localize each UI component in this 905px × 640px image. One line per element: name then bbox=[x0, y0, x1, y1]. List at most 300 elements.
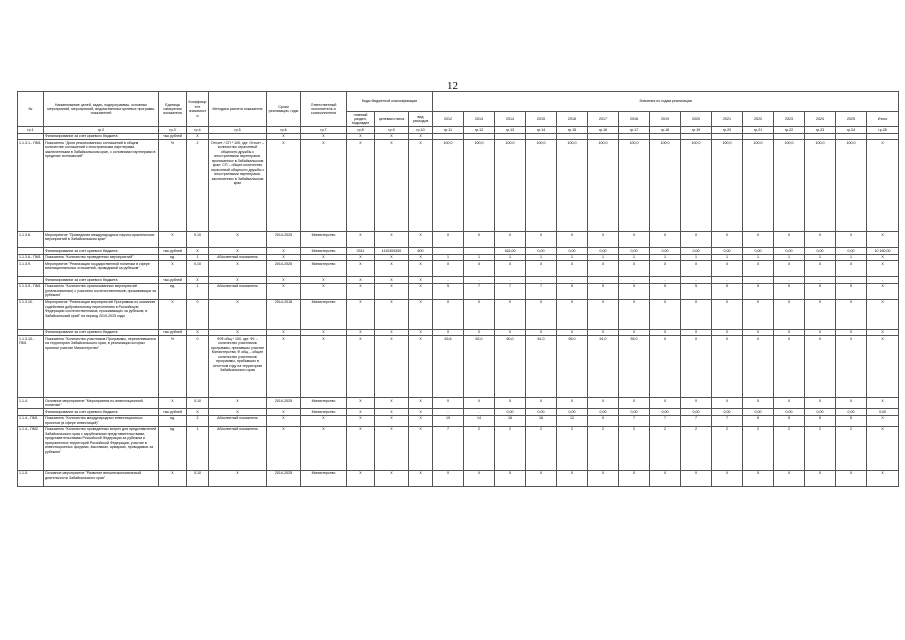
table-cell: 12 bbox=[557, 415, 588, 426]
column-number-cell: гр.23 bbox=[805, 127, 836, 133]
table-cell: Х bbox=[774, 299, 805, 329]
table-cell: 1 bbox=[650, 254, 681, 260]
table-cell: Х bbox=[433, 299, 464, 329]
row-number-cell: 1.1.3.9.- ПМ1 bbox=[18, 283, 44, 299]
row-number-cell: 1.1.4.- ПМ2 bbox=[18, 426, 44, 470]
table-cell: Х bbox=[375, 140, 409, 232]
table-cell: Х bbox=[187, 409, 209, 415]
table-cell: Х bbox=[774, 398, 805, 409]
table-cell: Х bbox=[743, 261, 774, 277]
table-cell: Х bbox=[347, 398, 375, 409]
table-cell: 1 bbox=[774, 254, 805, 260]
table-cell: - bbox=[805, 277, 836, 283]
column-number-cell: гр.11 bbox=[433, 127, 464, 133]
table-cell: 5 bbox=[433, 283, 464, 299]
table-cell: 2 bbox=[464, 426, 495, 470]
table-cell: Х bbox=[433, 470, 464, 486]
table-cell: 1 bbox=[187, 283, 209, 299]
table-cell: Х bbox=[209, 409, 267, 415]
table-cell: 7 bbox=[681, 415, 712, 426]
table-cell: - bbox=[464, 409, 495, 415]
table-cell: Х bbox=[712, 299, 743, 329]
table-cell: Х bbox=[650, 470, 681, 486]
table-cell: 7 bbox=[619, 415, 650, 426]
table-cell: Министерство bbox=[301, 398, 347, 409]
table-cell: ед. bbox=[159, 283, 187, 299]
table-cell: Х bbox=[433, 398, 464, 409]
table-cell: 1 bbox=[187, 254, 209, 260]
table-cell: Х bbox=[409, 232, 433, 248]
table-cell: Министерство bbox=[301, 299, 347, 329]
table-cell: Х bbox=[681, 261, 712, 277]
table-cell: Х bbox=[836, 299, 867, 329]
table-cell: Х bbox=[495, 261, 526, 277]
table-cell: 61,0 bbox=[526, 336, 557, 398]
table-cell: Х bbox=[867, 299, 899, 329]
table-cell: 0,00 bbox=[650, 248, 681, 254]
table-row bbox=[18, 336, 899, 398]
col-year-header: 2014 bbox=[495, 112, 526, 127]
table-cell: Х bbox=[375, 254, 409, 260]
column-number-cell: гр.8 bbox=[347, 127, 375, 133]
table-cell: Х bbox=[347, 140, 375, 232]
table-cell: Х bbox=[464, 329, 495, 335]
table-cell: Х bbox=[301, 277, 347, 283]
table-cell: Х bbox=[526, 261, 557, 277]
table-cell: 7 bbox=[464, 283, 495, 299]
table-cell: Х bbox=[267, 254, 301, 260]
column-number-cell: гр.20 bbox=[712, 127, 743, 133]
table-cell: 0,00 bbox=[588, 409, 619, 415]
table-cell: Х bbox=[375, 133, 409, 139]
row-name-cell: Показатель "Доля реализованных соглашений в общем количестве соглашений с иностранными партнерами, заключенными в Забайкальском крае, с основными партнерами в пределах полномочий" bbox=[44, 140, 159, 232]
table-cell: 0,10 bbox=[187, 470, 209, 486]
table-cell: - bbox=[619, 277, 650, 283]
table-cell: Х bbox=[347, 277, 375, 283]
table-cell: Х bbox=[743, 336, 774, 398]
col-values-group-header: Значения по годам реализации bbox=[433, 92, 899, 112]
table-cell: Х bbox=[681, 329, 712, 335]
column-number-cell: гр.15 bbox=[557, 127, 588, 133]
table-cell: 1 bbox=[495, 254, 526, 260]
row-name-cell: Показатель "Количество участников Программы, переселившихся на территорию Забайкальского края, в реализации которых приняли участие Министерство" bbox=[44, 336, 159, 398]
col-year-header: 2015 bbox=[526, 112, 557, 127]
table-cell: Абсолютный показатель bbox=[209, 426, 267, 470]
table-cell: Х bbox=[409, 140, 433, 232]
table-cell: Х bbox=[588, 232, 619, 248]
row-number-cell: 1.1.3.1.- ПМ1 bbox=[18, 140, 44, 232]
table-cell: 0,00 bbox=[526, 248, 557, 254]
table-cell: 0311 bbox=[347, 248, 375, 254]
table-cell: Х bbox=[650, 329, 681, 335]
column-number-cell: гр.19 bbox=[681, 127, 712, 133]
table-cell: Х bbox=[347, 232, 375, 248]
table-cell: Х bbox=[267, 248, 301, 254]
table-cell: 0 bbox=[187, 336, 209, 398]
table-cell: Х bbox=[187, 248, 209, 254]
table-cell: Х bbox=[867, 140, 899, 232]
col-code-header: целевая статья bbox=[375, 112, 409, 127]
table-cell: Х bbox=[301, 329, 347, 335]
table-cell: Х bbox=[209, 248, 267, 254]
table-cell: Х bbox=[681, 398, 712, 409]
table-cell: Министерство bbox=[301, 261, 347, 277]
table-cell: 1 bbox=[619, 254, 650, 260]
table-cell: Х bbox=[867, 283, 899, 299]
table-cell: 5 bbox=[712, 283, 743, 299]
table-cell: Х bbox=[375, 283, 409, 299]
table-cell: Х bbox=[301, 140, 347, 232]
table-cell: 2 bbox=[557, 426, 588, 470]
table-cell: Х bbox=[774, 232, 805, 248]
row-name-cell: Мероприятие "Реализация государственной политики в сфере межнациональных отношений, проводимой за рубежом" bbox=[44, 261, 159, 277]
table-cell: 0,00 bbox=[619, 409, 650, 415]
table-cell: Х bbox=[409, 426, 433, 470]
row-name-cell: Финансирование за счет краевого бюджета bbox=[44, 248, 159, 254]
table-cell: Х bbox=[588, 329, 619, 335]
col-period-header: Сроки реализации, годы bbox=[267, 92, 301, 127]
table-cell: Х bbox=[743, 232, 774, 248]
table-cell: 5 bbox=[588, 283, 619, 299]
column-number-cell: гр.16 bbox=[588, 127, 619, 133]
table-cell: Х bbox=[267, 426, 301, 470]
row-name-cell: Мероприятие "Проведение международных научно-практических мероприятий в Забайкальском крае" bbox=[44, 232, 159, 248]
table-cell: Х bbox=[681, 470, 712, 486]
table-cell: Х bbox=[209, 277, 267, 283]
table-cell: 16 bbox=[495, 415, 526, 426]
table-cell: 2 bbox=[836, 426, 867, 470]
table-cell: Х bbox=[209, 398, 267, 409]
table-cell: Х bbox=[209, 261, 267, 277]
col-executor-header: Ответственный исполнитель и соисполнители bbox=[301, 92, 347, 127]
row-name-cell: Финансирование за счет краевого бюджета bbox=[44, 277, 159, 283]
table-cell: Х bbox=[347, 336, 375, 398]
table-cell: 100,0 bbox=[557, 140, 588, 232]
table-cell: тыс.рублей bbox=[159, 133, 187, 139]
row-number-cell: 1.1.5. bbox=[18, 470, 44, 486]
table-cell: 2014-2025 bbox=[267, 470, 301, 486]
table-cell: Х bbox=[375, 232, 409, 248]
table-cell: Х bbox=[347, 254, 375, 260]
table-cell: тыс.рублей bbox=[159, 248, 187, 254]
table-cell: 2 bbox=[681, 426, 712, 470]
table-row bbox=[18, 470, 899, 486]
table-cell: 0,00 bbox=[650, 409, 681, 415]
table-cell: Х bbox=[495, 232, 526, 248]
table-cell: Х bbox=[347, 426, 375, 470]
table-cell: 7 bbox=[712, 415, 743, 426]
table-row bbox=[18, 140, 899, 232]
table-cell: 0,00 bbox=[495, 409, 526, 415]
table-cell: 0,00 bbox=[526, 409, 557, 415]
col-year-header: 2017 bbox=[588, 112, 619, 127]
table-cell: 1 bbox=[187, 426, 209, 470]
table-cell: - bbox=[650, 277, 681, 283]
table-cell: Х bbox=[209, 232, 267, 248]
table-cell: Х bbox=[267, 140, 301, 232]
table-cell: 1 bbox=[526, 254, 557, 260]
table-cell: 1 bbox=[588, 254, 619, 260]
table-cell: Х bbox=[805, 299, 836, 329]
table-cell: Х bbox=[805, 261, 836, 277]
table-cell: Х bbox=[301, 254, 347, 260]
table-cell: Х bbox=[712, 470, 743, 486]
table-cell: 5 bbox=[774, 283, 805, 299]
row-name-cell: Финансирование за счет краевого бюджета bbox=[44, 409, 159, 415]
table-cell: 9 bbox=[588, 415, 619, 426]
table-cell: Х bbox=[301, 415, 347, 426]
table-cell: Х bbox=[836, 232, 867, 248]
table-cell: Х bbox=[409, 336, 433, 398]
table-cell: Х bbox=[743, 470, 774, 486]
table-cell: Х bbox=[619, 470, 650, 486]
table-cell: 2014-2025 bbox=[267, 261, 301, 277]
table-cell: Х bbox=[375, 409, 409, 415]
table-cell: Х bbox=[159, 232, 187, 248]
table-cell: 7 bbox=[650, 415, 681, 426]
row-number-cell: 1.1.3.9. bbox=[18, 261, 44, 277]
table-cell: Х bbox=[495, 329, 526, 335]
table-cell: 2 bbox=[187, 140, 209, 232]
col-year-header: 2020 bbox=[681, 112, 712, 127]
table-cell: 600 bbox=[409, 248, 433, 254]
table-cell: Х bbox=[619, 232, 650, 248]
column-number-cell: гр.4 bbox=[187, 127, 209, 133]
table-cell: 2 bbox=[187, 415, 209, 426]
table-cell: 14 bbox=[464, 415, 495, 426]
table-cell: Х bbox=[805, 398, 836, 409]
table-cell: 5 bbox=[743, 415, 774, 426]
table-cell: Х bbox=[836, 470, 867, 486]
table-cell: - bbox=[836, 277, 867, 283]
table-row bbox=[18, 415, 899, 426]
table-cell: Х bbox=[619, 261, 650, 277]
table-cell: 1 bbox=[557, 254, 588, 260]
table-cell: - bbox=[433, 409, 464, 415]
table-cell: 0,00 bbox=[805, 248, 836, 254]
column-number-cell: гр.18 bbox=[650, 127, 681, 133]
table-cell: 5 bbox=[836, 283, 867, 299]
column-number-cell: гр.3 bbox=[159, 127, 187, 133]
table-cell: Х bbox=[743, 329, 774, 335]
col-year-header: 2025 bbox=[836, 112, 867, 127]
column-number-cell: гр.22 bbox=[774, 127, 805, 133]
table-cell: Х bbox=[836, 329, 867, 335]
table-cell: Х bbox=[209, 299, 267, 329]
row-number-cell: 1.1.3.6. bbox=[18, 232, 44, 248]
table-cell: Министерство bbox=[301, 470, 347, 486]
table-cell: 0,00 bbox=[836, 409, 867, 415]
table-cell: 2 bbox=[650, 426, 681, 470]
table-cell: 7 bbox=[526, 283, 557, 299]
table-cell: Х bbox=[347, 283, 375, 299]
table-cell: Х bbox=[712, 329, 743, 335]
table-cell: Х bbox=[187, 329, 209, 335]
table-cell: Х bbox=[301, 426, 347, 470]
table-cell: 2 bbox=[805, 426, 836, 470]
table-cell: Х bbox=[375, 277, 409, 283]
table-cell: Х bbox=[619, 329, 650, 335]
table-cell: Х bbox=[495, 299, 526, 329]
table-cell: Х bbox=[526, 299, 557, 329]
table-cell: 0,00 bbox=[774, 248, 805, 254]
col-name-header: Наименование целей, задач, подпрограммы, основных мероприятий, мероприятий, ведомственных целевых программ, показателей bbox=[44, 92, 159, 127]
table-cell: 162,00 bbox=[495, 248, 526, 254]
table-cell: Х bbox=[867, 254, 899, 260]
table-cell: 100,0 bbox=[681, 140, 712, 232]
table-cell: Х bbox=[867, 415, 899, 426]
table-cell: Х bbox=[301, 336, 347, 398]
table-cell: 0,00 bbox=[681, 409, 712, 415]
table-cell: 2 bbox=[774, 426, 805, 470]
table-cell: Х bbox=[774, 470, 805, 486]
table-cell: 100,0 bbox=[712, 140, 743, 232]
table-cell: Х bbox=[588, 398, 619, 409]
table-cell: Х bbox=[347, 329, 375, 335]
table-cell: 2 bbox=[526, 426, 557, 470]
table-cell: Абсолютный показатель bbox=[209, 283, 267, 299]
table-cell: ед. bbox=[159, 426, 187, 470]
table-cell: Х bbox=[681, 336, 712, 398]
table-cell: Х bbox=[867, 336, 899, 398]
table-cell: 16 bbox=[526, 415, 557, 426]
row-number-cell: 1.1.4.- ПМ1 bbox=[18, 415, 44, 426]
table-cell: Х bbox=[409, 254, 433, 260]
table-cell: Х bbox=[464, 232, 495, 248]
table-cell: Х bbox=[867, 232, 899, 248]
table-cell: 19 bbox=[433, 415, 464, 426]
table-cell: 1 bbox=[681, 254, 712, 260]
table-cell: 7 bbox=[433, 426, 464, 470]
table-cell: 0,00 bbox=[557, 409, 588, 415]
table-cell: Х bbox=[526, 470, 557, 486]
table-cell: 100,0 bbox=[464, 140, 495, 232]
table-cell: 5 bbox=[805, 283, 836, 299]
table-cell: Х bbox=[805, 336, 836, 398]
col-year-header: 2021 bbox=[712, 112, 743, 127]
table-cell: 0,00 bbox=[774, 409, 805, 415]
table-cell: 0,00 bbox=[743, 409, 774, 415]
table-cell: Х bbox=[159, 299, 187, 329]
table-cell: ед. bbox=[159, 415, 187, 426]
col-code-header: главный раздел, подраздел bbox=[347, 112, 375, 127]
table-cell: Х bbox=[557, 470, 588, 486]
table-cell: 0,00 bbox=[743, 248, 774, 254]
table-row bbox=[18, 283, 899, 299]
table-cell: 1 bbox=[433, 254, 464, 260]
table-cell: Х bbox=[267, 133, 301, 139]
table-cell: 2 bbox=[588, 426, 619, 470]
table-cell: Х bbox=[347, 133, 375, 139]
table-cell: 0,00 bbox=[557, 248, 588, 254]
table-cell: Х bbox=[867, 398, 899, 409]
row-name-cell: Мероприятие "Реализация мероприятий Программы по оказанию содействия добровольному переселению в Российскую Федерацию соотечественников, проживающих за рубежом, в Забайкальский край" на период 2019-2025 годы bbox=[44, 299, 159, 329]
table-cell: Х bbox=[375, 426, 409, 470]
table-cell: Х bbox=[409, 277, 433, 283]
table-cell: 0,10 bbox=[187, 398, 209, 409]
table-cell: - bbox=[712, 277, 743, 283]
table-cell: Х bbox=[375, 299, 409, 329]
table-cell: 0,00 bbox=[588, 248, 619, 254]
table-cell: Х bbox=[409, 261, 433, 277]
table-cell: 1 bbox=[805, 254, 836, 260]
row-name-cell: Основное мероприятие "Развитие внешнеэкономической деятельности Забайкальского края" bbox=[44, 470, 159, 486]
table-cell: 0,00 bbox=[712, 248, 743, 254]
table-cell: Х bbox=[836, 398, 867, 409]
table-cell: Х bbox=[712, 336, 743, 398]
row-name-cell: Показатель "Количество международных инвестиционных проектов (в сфере инвестиций)" bbox=[44, 415, 159, 426]
table-cell: Х bbox=[495, 470, 526, 486]
column-number-cell: гр.21 bbox=[743, 127, 774, 133]
table-cell: Отсчет / СП * 100, где: Отсчет – количество отраслевой общности дружбы с иностранными партнерами, прописанных в Забайкальском крае; СП – общее количество отраслевой общности дружбы с иностранными партнерами, заключенных в Забайкальском крае bbox=[209, 140, 267, 232]
table-cell: тыс.рублей bbox=[159, 277, 187, 283]
table-cell: Х bbox=[409, 409, 433, 415]
column-number-cell: гр.13 bbox=[495, 127, 526, 133]
table-cell: Х bbox=[409, 415, 433, 426]
table-cell: 0,00 bbox=[836, 248, 867, 254]
table-cell: Х bbox=[347, 470, 375, 486]
row-name-cell: Показатель "Количество проведенных встреч для представителей Забайкальского края с зарубежными представительствами, представительствами Российской Федерации за рубежом и приграничных территорий Российской Федерации, участие в инвестиционных форумах, выставках, ярмарках, проводимых за рубежом" bbox=[44, 426, 159, 470]
table-cell: Х bbox=[433, 261, 464, 277]
table-cell: 2 bbox=[712, 426, 743, 470]
table-cell: Ф/Ф общ * 100, где: Ф1 – количество участников программы, принявших участие Министерства; Ф общ – общее количество участников программы, прибывших в отчетном году на территорию Забайкальского края bbox=[209, 336, 267, 398]
table-cell: Х bbox=[301, 133, 347, 139]
column-number-cell: гр.9 bbox=[375, 127, 409, 133]
table-cell: Х bbox=[267, 415, 301, 426]
table-cell: 5 bbox=[619, 283, 650, 299]
table-cell: 1 bbox=[712, 254, 743, 260]
table-cell: - bbox=[526, 277, 557, 283]
col-year-header: 2012 bbox=[433, 112, 464, 127]
table-cell: - bbox=[867, 277, 899, 283]
table-cell: - bbox=[588, 277, 619, 283]
table-cell: 5 bbox=[681, 283, 712, 299]
table-cell: Х bbox=[347, 415, 375, 426]
table-cell: 100,0 bbox=[588, 140, 619, 232]
table-cell: Х bbox=[159, 398, 187, 409]
table-cell: 2014-2018 bbox=[267, 299, 301, 329]
table-cell: Х bbox=[650, 232, 681, 248]
table-cell: 100,0 bbox=[650, 140, 681, 232]
col-year-header: 2016 bbox=[557, 112, 588, 127]
table-cell: 5 bbox=[743, 283, 774, 299]
table-cell: Х bbox=[836, 336, 867, 398]
table-cell: Х bbox=[267, 409, 301, 415]
table-cell: Х bbox=[805, 470, 836, 486]
col-year-header: 2023 bbox=[774, 112, 805, 127]
table-cell: ед. bbox=[159, 254, 187, 260]
table-cell: Х bbox=[743, 299, 774, 329]
col-no-header: № bbox=[18, 92, 44, 127]
table-cell: 0,00 bbox=[805, 409, 836, 415]
table-cell: Х bbox=[347, 409, 375, 415]
table-cell: 55,0 bbox=[557, 336, 588, 398]
table-cell: Х bbox=[867, 329, 899, 335]
table-cell: 100,0 bbox=[619, 140, 650, 232]
table-cell: 100,0 bbox=[805, 140, 836, 232]
table-cell: 100,0 bbox=[774, 140, 805, 232]
table-cell: тыс.рублей bbox=[159, 409, 187, 415]
table-cell: 100,0 bbox=[495, 140, 526, 232]
table-cell: Х bbox=[375, 470, 409, 486]
table-cell: 0,10 bbox=[187, 261, 209, 277]
table-cell: 10 160,00 bbox=[867, 248, 899, 254]
table-cell: Х bbox=[557, 329, 588, 335]
column-number-cell: гр.6 bbox=[267, 127, 301, 133]
table-cell: 51,0 bbox=[588, 336, 619, 398]
table-cell: Х bbox=[619, 299, 650, 329]
table-cell: Х bbox=[588, 261, 619, 277]
